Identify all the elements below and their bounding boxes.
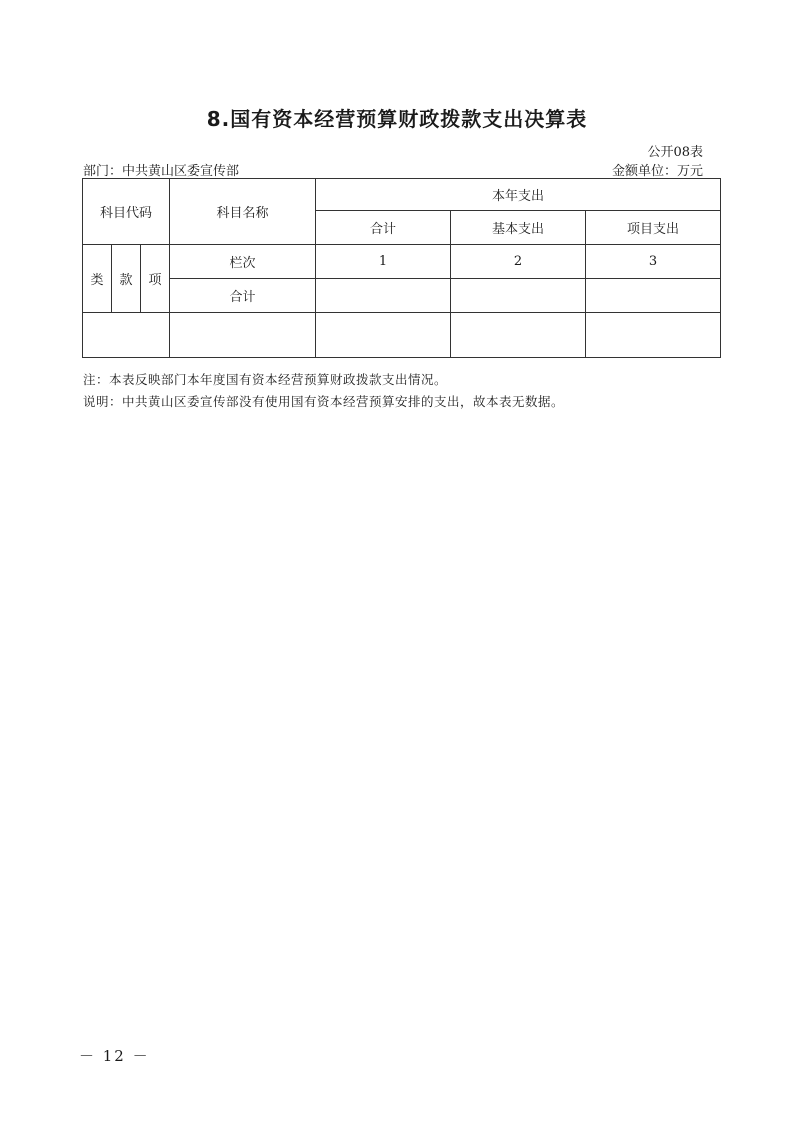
header-project-expenditure: 项目支出 <box>586 211 721 245</box>
column-number-2: 2 <box>451 245 586 279</box>
table-explanation: 说明：中共黄山区委宣传部没有使用国有资本经营预算安排的支出，故本表无数据。 <box>83 394 565 409</box>
header-section: 款 <box>112 245 141 313</box>
department-label: 部门：中共黄山区委宣传部 <box>83 164 240 179</box>
header-current-year-expenditure: 本年支出 <box>316 179 721 211</box>
amount-unit-label: 金额单位：万元 <box>611 164 703 179</box>
empty-total-cell <box>316 313 451 358</box>
total-project-cell <box>586 279 721 313</box>
empty-name-cell <box>170 313 316 358</box>
empty-basic-cell <box>451 313 586 358</box>
header-item: 项 <box>141 245 170 313</box>
total-value-cell <box>316 279 451 313</box>
table-note: 注：本表反映部门本年度国有资本经营预算财政拨款支出情况。 <box>83 372 448 387</box>
document-title: 8.国有资本经营预算财政拨款支出决算表 <box>206 107 588 131</box>
total-row-label: 合计 <box>170 279 316 313</box>
header-total: 合计 <box>316 211 451 245</box>
column-number-3: 3 <box>586 245 721 279</box>
total-basic-cell <box>451 279 586 313</box>
header-subject-name: 科目名称 <box>170 179 316 245</box>
empty-project-cell <box>586 313 721 358</box>
expenditure-table <box>82 178 721 358</box>
row-label-column-number: 栏次 <box>170 245 316 279</box>
page-number: － 12 － <box>79 1047 150 1065</box>
column-number-1: 1 <box>316 245 451 279</box>
header-class: 类 <box>83 245 112 313</box>
header-subject-code: 科目代码 <box>83 179 170 245</box>
header-basic-expenditure: 基本支出 <box>451 211 586 245</box>
empty-code-cell <box>83 313 170 358</box>
form-number: 公开08表 <box>647 145 703 160</box>
